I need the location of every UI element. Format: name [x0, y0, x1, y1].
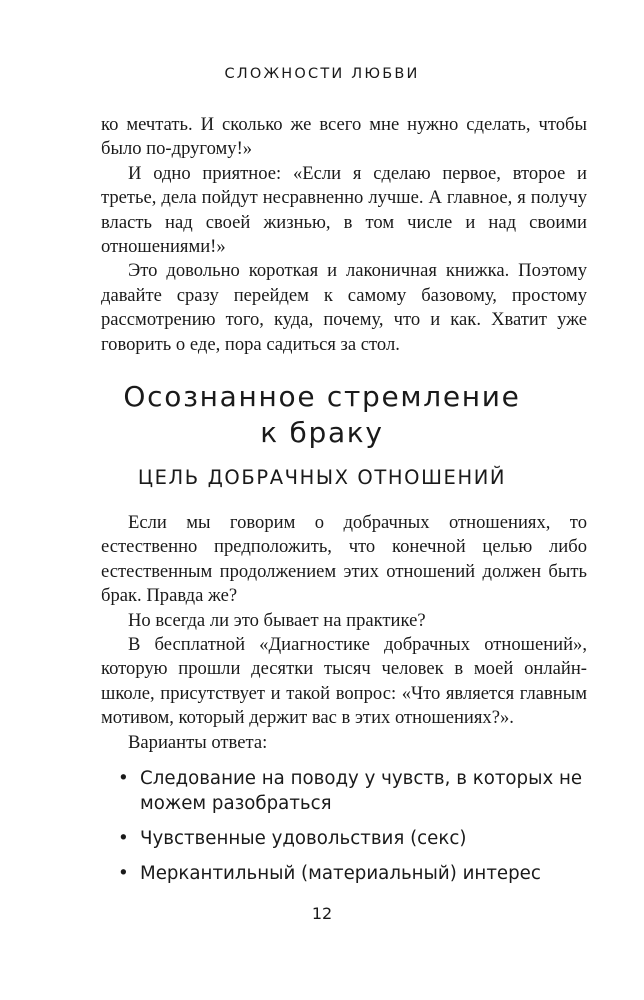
section-text-block [101, 511, 587, 755]
paragraph: Но всегда ли это бывает на практике? [128, 609, 426, 631]
paragraph: И одно приятное: «Если я сделаю первое, второе и третье, дела пойдут несравненно лучше. А главное, я получу власть над своей жизнью, в том числе и над своими отношениями!» [101, 162, 587, 258]
paragraph: Варианты ответа: [128, 731, 268, 753]
bullet-icon: • [118, 863, 129, 884]
bullet-icon: • [118, 768, 129, 789]
paragraph: В бесплатной «Диагностике добрачных отношений», которую прошли десятки тысяч человек в моей онлайн-школе, присутствует и такой вопрос: «Что является главным мотивом, который держит вас в этих отношениях?». [101, 634, 587, 729]
chapter-title-line: Осознанное стремление [123, 380, 521, 413]
section-title: ЦЕЛЬ ДОБРАЧНЫХ ОТНОШЕНИЙ [137, 466, 507, 489]
list-item-text: Следование на поводу у чувств, в которых не можем разобраться [140, 768, 583, 814]
list-item-text: Меркантильный (материальный) интерес [140, 863, 541, 884]
page-number: 12 [311, 904, 333, 923]
bullet-icon: • [118, 828, 129, 849]
list-item-text: Чувственные удовольствия (секс) [140, 828, 467, 849]
list-item [118, 826, 588, 851]
chapter-title [0, 379, 644, 451]
paragraph: ко мечтать. И сколько же всего мне нужно сделать, чтобы было по-другому!» [101, 114, 587, 160]
paragraph: Это довольно короткая и лаконичная книжка. Поэтому давайте сразу перейдем к самому базовому, простому рассмотрению того, куда, почему, что и как. Хватит уже говорить о еде, пора садиться за стол. [101, 260, 587, 355]
paragraph: Если мы говорим о добрачных отношениях, то естественно предположить, что конечной целью либо естественным продолжением этих отношений должен быть брак. Правда же? [101, 512, 587, 607]
intro-text-block [101, 113, 587, 357]
running-head: СЛОЖНОСТИ ЛЮБВИ [224, 66, 420, 82]
list-item [118, 861, 588, 886]
chapter-title-line: к браку [260, 416, 384, 449]
answer-options-list [118, 766, 588, 896]
list-item [118, 766, 588, 816]
